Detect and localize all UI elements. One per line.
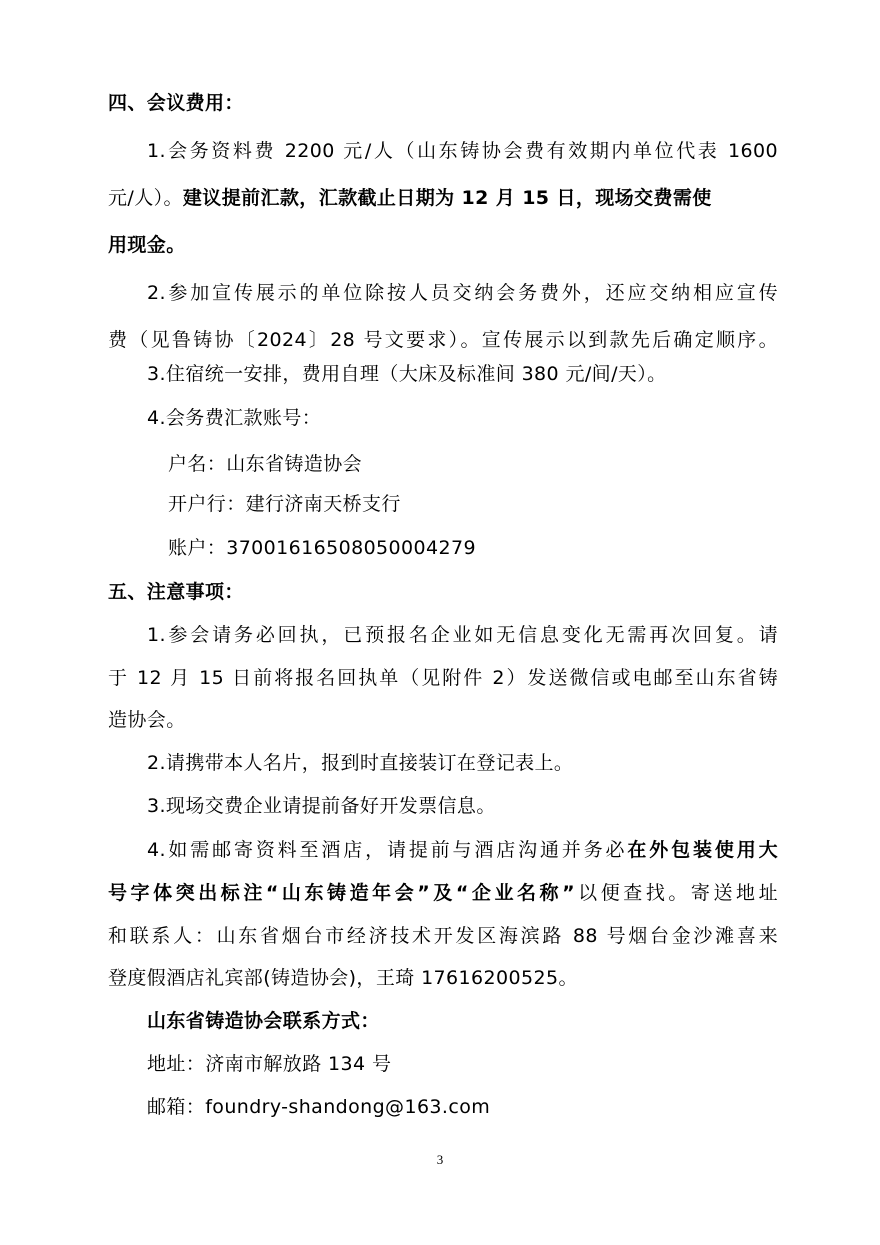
account-bank: 开户行：建行济南天桥支行 [168,493,401,515]
fee-item-2-line-2: 费（见鲁铸协〔2024〕28 号文要求）。宣传展示以到款先后确定顺序。 [108,329,778,351]
fee-item-1-line-2 [108,185,880,211]
page-number: 3 [436,1152,444,1167]
note-item-4-line-1 [147,837,778,863]
fee-item-4: 4.会务费汇款账号： [147,407,322,429]
note-item-4-line-4: 登度假酒店礼宾部(铸造协会)，王琦 17616200525。 [108,967,578,989]
note-item-1-line-2: 于 12 月 15 日前将报名回执单（见附件 2）发送微信或电邮至山东省铸 [108,667,778,689]
contact-heading: 山东省铸造协会联系方式： [147,1010,380,1032]
fee-item-1-emphasis: 建议提前汇款，汇款截止日期为 12 月 15 日，现场交费需使 [182,187,712,209]
note-item-1-line-3: 造协会。 [108,709,186,731]
fee-item-1-text: 元/人）。 [108,187,183,209]
fee-item-1-line-1: 1.会务资料费 2200 元/人（山东铸协会费有效期内单位代表 1600 [147,140,778,162]
note-item-2: 2.请携带本人名片，报到时直接装订在登记表上。 [147,752,574,774]
note-item-4-text-2: 以便查找。寄送地址 [575,882,778,904]
section-heading-fees: 四、会议费用： [108,92,244,114]
note-item-4-emphasis-1: 在外包装使用大 [627,839,778,861]
fee-item-1-line-3: 用现金。 [108,234,186,256]
fee-item-2-line-1: 2.参加宣传展示的单位除按人员交纳会务费外，还应交纳相应宣传 [147,282,778,304]
section-heading-notes: 五、注意事项： [108,581,244,603]
account-number: 账户：37001616508050004279 [168,537,476,559]
note-item-1-line-1: 1.参会请务必回执，已预报名企业如无信息变化无需再次回复。请 [147,624,778,646]
fee-item-3: 3.住宿统一安排，费用自理（大床及标准间 380 元/间/天）。 [147,363,667,385]
note-item-4-text: 4.如需邮寄资料至酒店，请提前与酒店沟通并务必 [147,839,628,861]
note-item-4-line-2 [108,880,778,906]
contact-email: 邮箱：foundry-shandong@163.com [147,1096,491,1118]
note-item-3: 3.现场交费企业请提前备好开发票信息。 [147,795,496,817]
note-item-4-line-3: 和联系人：山东省烟台市经济技术开发区海滨路 88 号烟台金沙滩喜来 [108,925,778,947]
note-item-4-emphasis-2: 号字体突出标注“山东铸造年会”及“企业名称” [108,882,575,904]
account-name: 户名：山东省铸造协会 [168,453,363,475]
contact-address: 地址：济南市解放路 134 号 [147,1053,392,1075]
